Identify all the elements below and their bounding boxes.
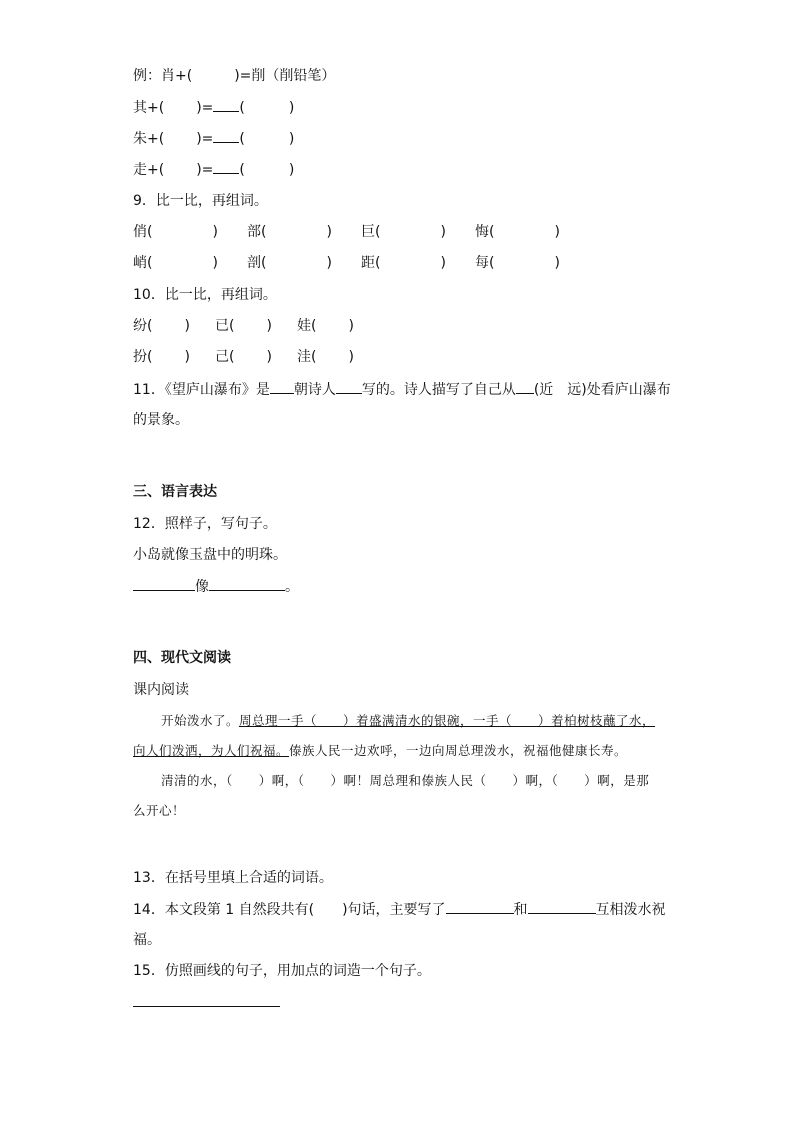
q8-row-3-base: 走+(: [133, 162, 165, 178]
q8-row-1-base: 其+(: [133, 100, 165, 116]
q11-line-2: 的景象。: [133, 412, 189, 428]
q10-row-1: 纷( ) 已( ) 娃( ): [133, 318, 354, 334]
q8-row-1-mid: )=: [196, 100, 214, 116]
answer-blank[interactable]: [213, 159, 239, 174]
underlined-sentence-cont: 水，向人们泼洒，为人们祝福。: [133, 713, 656, 758]
q9-title: 9．比一比，再组词。: [133, 193, 268, 209]
answer-line[interactable]: [133, 1006, 280, 1007]
q8-example: 例：肖+( )=削（削铅笔）: [133, 68, 336, 84]
reading-subtitle: 课内阅读: [133, 682, 189, 698]
q9-row-2: 峭( ) 剖( ) 距( ) 每( ): [133, 255, 560, 271]
q10-row-2: 扮( ) 己( ) 洼( ): [133, 349, 354, 365]
answer-blank[interactable]: [133, 576, 195, 591]
q12-answer-line: 像 。: [133, 576, 299, 597]
answer-blank[interactable]: [446, 899, 514, 914]
answer-blank[interactable]: [209, 576, 285, 591]
poet-blank[interactable]: [336, 379, 362, 394]
q8-row-1: 其+( )= ( ): [133, 97, 294, 118]
q11-line-1: 11．《望庐山瀑布》是 朝诗人 写的。诗人描写了自己从 (近 远)处看庐山瀑布: [133, 379, 671, 400]
underlined-sentence: 周总理一手（ ）着盛满清水的银碗，一手（ ）着柏树枝蘸了: [239, 713, 630, 728]
q8-row-2-base: 朱+(: [133, 131, 165, 147]
answer-blank[interactable]: [213, 97, 239, 112]
dynasty-blank[interactable]: [270, 379, 294, 394]
q8-row-2: 朱+( )= ( ): [133, 128, 294, 149]
reading-passage: [133, 706, 661, 826]
q12-title: 12．照样子，写句子。: [133, 516, 277, 532]
passage-paragraph-2: 清清的水，（ ）啊，（ ）啊！周总理和傣族人民（ ）啊，（ ）啊，是那么开心！: [133, 773, 650, 818]
distance-blank[interactable]: [516, 379, 534, 394]
answer-blank[interactable]: [528, 899, 596, 914]
q13-title: 13．在括号里填上合适的词语。: [133, 870, 333, 886]
q15-title: 15．仿照画线的句子，用加点的词造一个句子。: [133, 963, 431, 979]
passage-paragraph-1: 开始泼水了。周总理一手（ ）着盛满清水的银碗，一手（ ）着柏树枝蘸了水，向人们泼洒，为人们祝福。傣族人民一边欢呼，一边向周总理泼水，祝福他健康长寿。: [133, 713, 656, 758]
section-4-title: 四、现代文阅读: [133, 650, 231, 666]
q10-title: 10．比一比，再组词。: [133, 287, 277, 303]
q14-line-1: 14．本文段第 1 自然段共有( )句话，主要写了 和 互相泼水祝: [133, 899, 666, 920]
section-3-title: 三、语言表达: [133, 484, 217, 500]
answer-blank[interactable]: [213, 128, 239, 143]
q14-line-2: 福。: [133, 932, 161, 948]
q12-example: 小岛就像玉盘中的明珠。: [133, 547, 287, 563]
q8-row-3: 走+( )= ( ): [133, 159, 294, 180]
q9-row-1: 俏( ) 部( ) 巨( ) 悔( ): [133, 224, 560, 240]
